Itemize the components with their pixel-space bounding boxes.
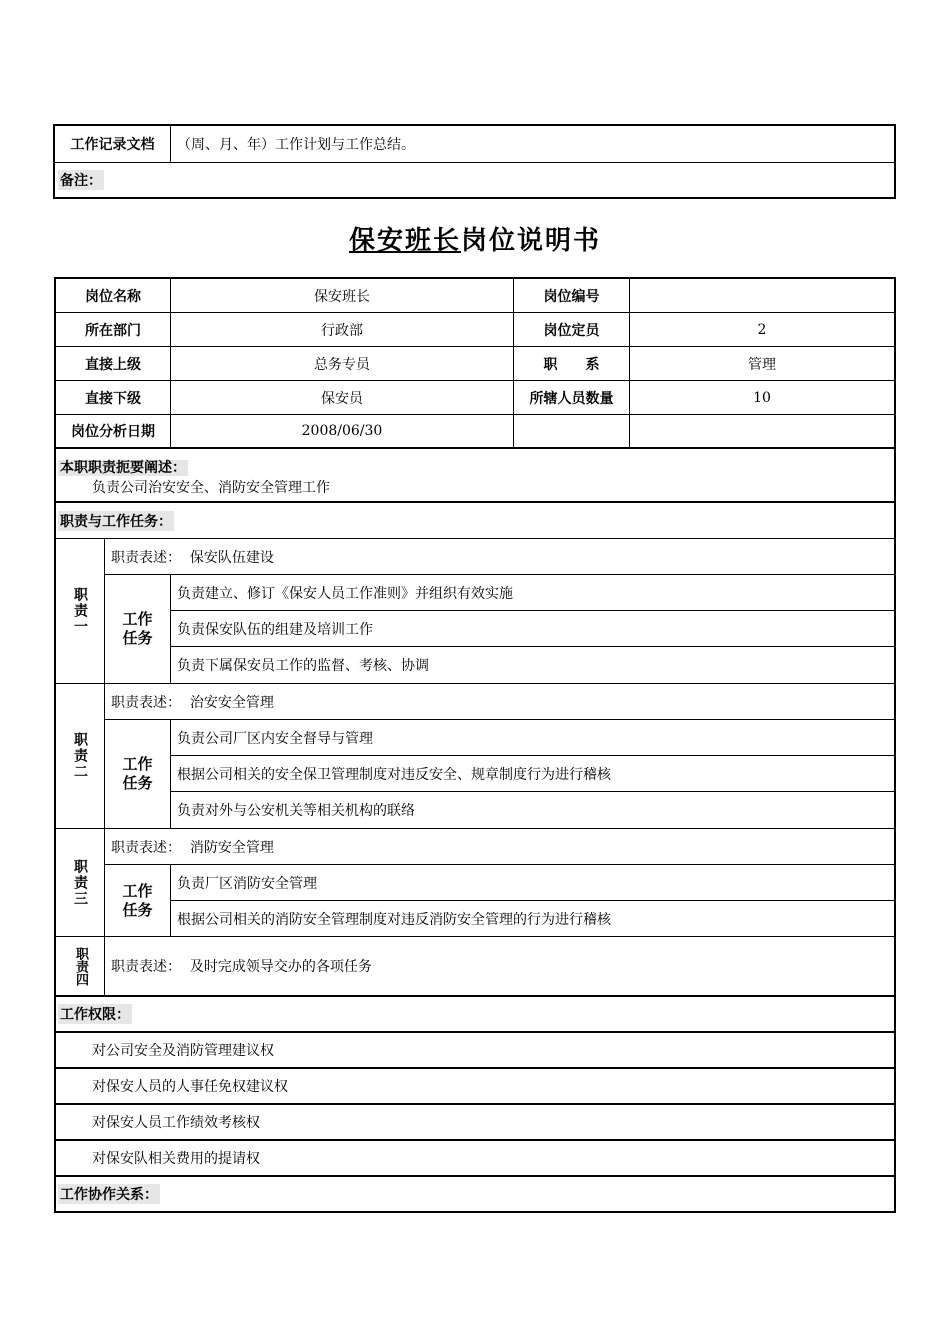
- duty-2-task-2: 根据公司相关的安全保卫管理制度对违反安全、规章制度行为进行稽核: [171, 756, 894, 792]
- post-no-value: [630, 279, 894, 313]
- duty-1-task-label: 工作任务: [105, 575, 171, 684]
- post-name-value: 保安班长: [171, 279, 514, 313]
- duty-1-desc-label: 职责表述：: [111, 549, 181, 566]
- summary-label: 本职职责扼要阐述：: [60, 460, 186, 476]
- subordinate-value: 保安员: [171, 381, 514, 415]
- duty-3-desc-label: 职责表述：: [111, 839, 181, 856]
- post-no-label: 岗位编号: [514, 279, 630, 313]
- authority-item-3: 对保安人员工作绩效考核权: [56, 1105, 894, 1141]
- quota-value: 2: [630, 313, 894, 347]
- duty-3-task-label: 工作任务: [105, 865, 171, 937]
- duty-1-desc-row: [105, 539, 894, 575]
- date-empty-2: [630, 415, 894, 449]
- duty-2-desc: 治安安全管理: [189, 694, 274, 711]
- post-name-label: 岗位名称: [56, 279, 171, 313]
- duty-3-task-2: 根据公司相关的消防安全管理制度对违反消防安全管理的行为进行稽核: [171, 901, 894, 937]
- headcount-value: 10: [630, 381, 894, 415]
- duty-2-task-label: 工作任务: [105, 720, 171, 829]
- authority-item-1: 对公司安全及消防管理建议权: [56, 1033, 894, 1069]
- remark-row: [55, 163, 894, 197]
- headcount-label: 所辖人员数量: [514, 381, 630, 415]
- superior-value: 总务专员: [171, 347, 514, 381]
- duty-1-task-3: 负责下属保安员工作的监督、考核、协调: [171, 647, 894, 684]
- date-empty-1: [514, 415, 630, 449]
- duty-2-task-3: 负责对外与公安机关等相关机构的联络: [171, 792, 894, 829]
- cooperation-label: 工作协作关系：: [58, 1184, 160, 1204]
- summary-block: [56, 449, 894, 503]
- duty-4-name: 职责四: [56, 937, 105, 997]
- duty-1-name: 职责一: [56, 539, 105, 684]
- subordinate-label: 直接下级: [56, 381, 171, 415]
- summary-text: 负责公司治安安全、消防安全管理工作: [92, 480, 330, 496]
- title-rest: 岗位说明书: [461, 226, 602, 256]
- date-value: 2008/06/30: [171, 415, 514, 449]
- duty-3-desc: 消防安全管理: [189, 839, 274, 856]
- remark-label: 备注：: [58, 170, 104, 190]
- main-table: [54, 277, 896, 1213]
- superior-label: 直接上级: [56, 347, 171, 381]
- duty-3-desc-row: [105, 829, 894, 865]
- duty-2-name: 职责二: [56, 684, 105, 829]
- authority-header: [56, 997, 894, 1033]
- series-value: 管理: [630, 347, 894, 381]
- dept-label: 所在部门: [56, 313, 171, 347]
- authority-label: 工作权限：: [58, 1004, 132, 1024]
- duty-2-task-1: 负责公司厂区内安全督导与管理: [171, 720, 894, 756]
- duty-1-task-1: 负责建立、修订《保安人员工作准则》并组织有效实施: [171, 575, 894, 611]
- series-label: 职 系: [514, 347, 630, 381]
- top-table: [53, 124, 896, 199]
- page-title: [0, 220, 950, 260]
- dept-value: 行政部: [171, 313, 514, 347]
- duty-4-desc-row: [105, 937, 894, 997]
- duty-1-desc: 保安队伍建设: [189, 549, 274, 566]
- duty-4-desc: 及时完成领导交办的各项任务: [189, 959, 372, 975]
- quota-label: 岗位定员: [514, 313, 630, 347]
- duty-3-task-1: 负责厂区消防安全管理: [171, 865, 894, 901]
- record-label: 工作记录文档: [55, 126, 171, 163]
- duty-3-name: 职责三: [56, 829, 105, 937]
- date-label: 岗位分析日期: [56, 415, 171, 449]
- record-value: （周、月、年）工作计划与工作总结。: [171, 126, 894, 163]
- duty-2-desc-row: [105, 684, 894, 720]
- duty-2-desc-label: 职责表述：: [111, 694, 181, 711]
- duties-header: [56, 503, 894, 539]
- duty-1-task-2: 负责保安队伍的组建及培训工作: [171, 611, 894, 647]
- authority-item-2: 对保安人员的人事任免权建议权: [56, 1069, 894, 1105]
- duty-4-desc-label: 职责表述：: [111, 959, 181, 975]
- authority-item-4: 对保安队相关费用的提请权: [56, 1141, 894, 1177]
- cooperation-header: [56, 1177, 894, 1211]
- title-underlined: 保安班长: [348, 226, 461, 256]
- duties-label: 职责与工作任务：: [58, 511, 174, 531]
